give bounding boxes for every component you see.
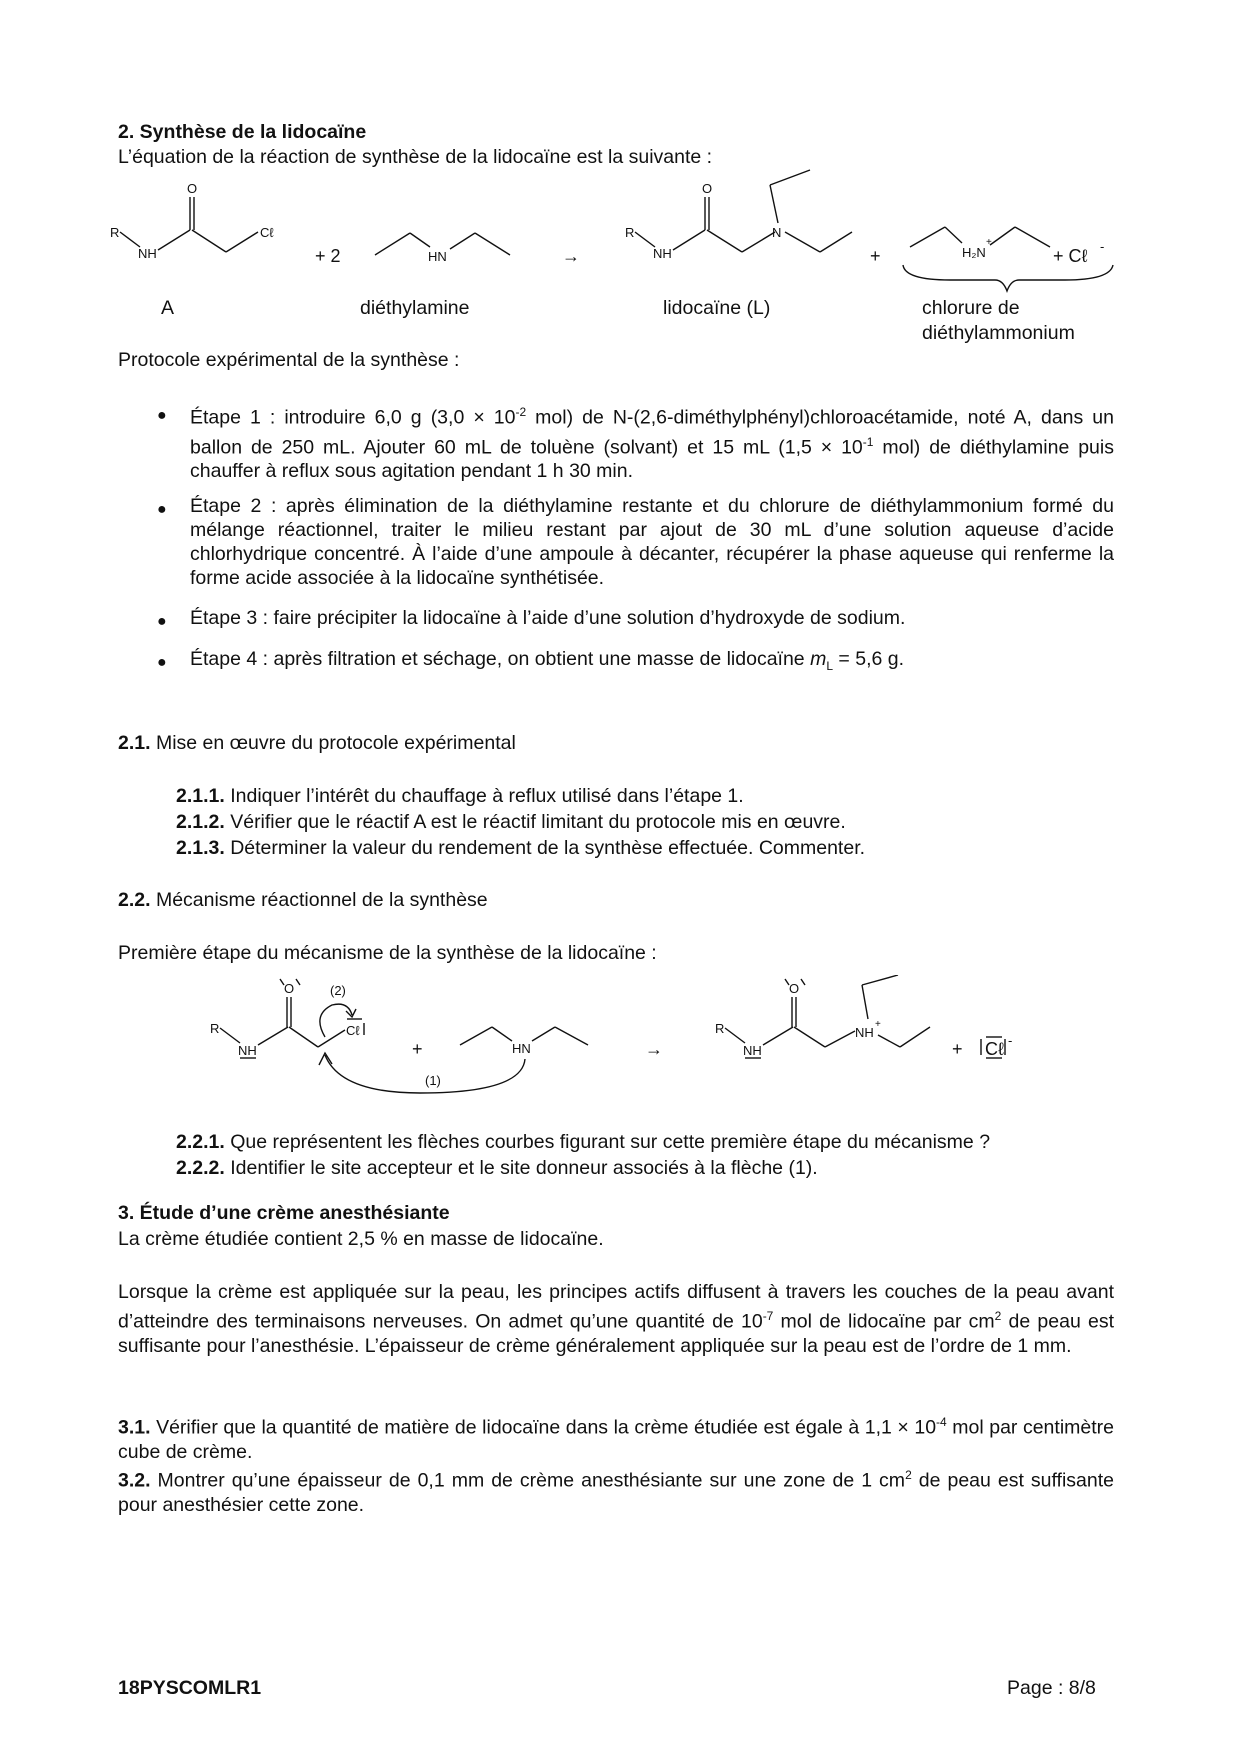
section-2-title: 2. Synthèse de la lidocaïne: [118, 121, 367, 143]
coefficient-2: + 2: [315, 246, 341, 266]
svg-text:NH: NH: [743, 1043, 762, 1058]
svg-text:R: R: [210, 1021, 220, 1036]
atom-cl: Cℓ: [260, 225, 274, 240]
svg-text:+: +: [952, 1039, 963, 1059]
arrow-2-label: (2): [330, 983, 346, 998]
bullet: ●: [157, 407, 167, 424]
footer-code: 18PYSCOMLR1: [118, 1677, 262, 1699]
question-3-2: 3.2. Montrer qu’une épaisseur de 0,1 mm de crème anesthésiante sur une zone de 1 $cm^2$ de peau est suffisante pour anesthésier cette zone.: [118, 1468, 1115, 1516]
section-2-intro: L’équation de la réaction de synthèse de la lidocaïne est la suivante :: [118, 146, 713, 168]
bullet: ●: [157, 613, 167, 630]
molecule-lidocaine: [625, 170, 852, 261]
svg-text:NH: NH: [238, 1043, 257, 1058]
subsection-2-1: 2.1. Mise en œuvre du protocole expérimental: [118, 732, 516, 754]
chloride-ion: + Cℓ: [1053, 246, 1088, 266]
label-chlorure-2: diéthylammonium: [922, 322, 1075, 344]
section-3-title: 3. Étude d’une crème anesthésiante: [118, 1202, 450, 1224]
svg-text:+: +: [875, 1019, 881, 1030]
footer-page: Page : 8/8: [1007, 1677, 1096, 1699]
atom-o: O: [187, 181, 198, 196]
svg-text:+: +: [986, 237, 992, 248]
svg-text:R: R: [715, 1021, 725, 1036]
molecule-a: [110, 181, 274, 261]
label-diethylamine: diéthylamine: [360, 297, 470, 319]
svg-text:-: -: [1008, 1033, 1013, 1048]
svg-text:Cℓ: Cℓ: [346, 1023, 360, 1038]
atom-n: N: [772, 225, 782, 240]
atom-nh: NH: [138, 246, 157, 261]
protocol-title: Protocole expérimental de la synthèse :: [118, 349, 460, 371]
atom-h2n: H₂N: [962, 245, 986, 260]
svg-text:HN: HN: [512, 1041, 531, 1056]
label-a: A: [161, 297, 175, 319]
svg-text:+: +: [412, 1039, 423, 1059]
question-3-1: 3.1. Vérifier que la quantité de matière de lidocaïne dans la crème étudiée est égale à $1,1 \times 10^{-4}$ mol par centimètre cube de crème.: [118, 1415, 1114, 1463]
label-lidocaine: lidocaïne (L): [663, 297, 771, 319]
svg-text:O: O: [284, 981, 295, 996]
step-4: Étape 4 : après filtration et séchage, on obtient une masse de lidocaïne $m_L = 5,6$ g.: [190, 648, 905, 673]
svg-text:NH: NH: [653, 246, 672, 261]
step-3: Étape 3 : faire précipiter la lidocaïne à l’aide d’une solution d’hydroxyde de sodium.: [190, 607, 906, 629]
svg-text:NH: NH: [855, 1025, 874, 1040]
label-chlorure-1: chlorure de: [922, 297, 1020, 319]
question-2-1-3: 2.1.3. Déterminer la valeur du rendement de la synthèse effectuée. Commenter.: [176, 837, 866, 859]
plus-sign: +: [870, 246, 881, 266]
atom-r: R: [110, 225, 120, 240]
question-2-1-1: 2.1.1. Indiquer l’intérêt du chauffage à reflux utilisé dans l’étape 1.: [176, 785, 744, 807]
step-1: Étape 1 : introduire 6,0 g ($3,0 \times 10^{-2}$ mol) de N-(2,6-diméthylphényl)chloroacétamide, noté A, dans un ballon de 250 mL. Ajouter 60 mL de toluène (solvant) et 15 mL ($1,5 \times 10^{-1}$ mol) de diéthylamine puis chauffer à reflux sous agitation pendant 1 h 30 min.: [190, 405, 1114, 482]
molecule-diethylammonium: [903, 227, 1113, 291]
svg-text:Cℓ: Cℓ: [985, 1039, 1004, 1059]
molecule-diethylamine: [375, 233, 510, 264]
reaction-arrow: →: [562, 246, 580, 266]
mechanism-intro: Première étape du mécanisme de la synthèse de la lidocaïne :: [118, 942, 657, 964]
mechanism-scheme: [200, 975, 1040, 1105]
question-2-1-2: 2.1.2. Vérifier que le réactif A est le réactif limitant du protocole mis en œuvre.: [176, 811, 846, 833]
atom-hn: HN: [428, 249, 447, 264]
svg-text:O: O: [702, 181, 713, 196]
step-2: Étape 2 : après élimination de la diéthylamine restante et du chlorure de diéthylammonium formé du mélange réactionnel, traiter le milieu restant par ajout de 30 mL d’une solution aqueuse d’acide chlorhydrique concentré. À l’aide d’une ampoule à décanter, récupérer la phase aqueuse qui renferme la forme acide associée à la lidocaïne synthétisée.: [190, 495, 1114, 589]
svg-text:O: O: [789, 981, 800, 996]
arrow-1-label: (1): [425, 1073, 441, 1088]
section-3-paragraph: Lorsque la crème est appliquée sur la peau, les principes actifs diffusent à travers les couches de la peau avant d’atteindre des terminaisons nerveuses. On admet qu’une quantité de $10^{-7}$ mol de lidocaïne par $cm^2$ de peau est suffisante pour l’anesthésie. L’épaisseur de crème généralement appliquée sur la peau est de l’ordre de 1 mm.: [118, 1281, 1114, 1357]
bullet: ●: [157, 501, 167, 518]
svg-text:→: →: [645, 1039, 663, 1059]
subsection-2-2: 2.2. Mécanisme réactionnel de la synthèse: [118, 889, 488, 911]
svg-text:R: R: [625, 225, 635, 240]
brace: [903, 265, 1113, 291]
svg-text:-: -: [1100, 239, 1105, 254]
question-2-2-2: 2.2.2. Identifier le site accepteur et le site donneur associés à la flèche (1).: [176, 1157, 818, 1179]
question-2-2-1: 2.2.1. Que représentent les flèches courbes figurant sur cette première étape du mécanisme ?: [176, 1131, 991, 1153]
section-3-intro: La crème étudiée contient 2,5 % en masse de lidocaïne.: [118, 1228, 604, 1250]
bullet: ●: [157, 654, 167, 671]
